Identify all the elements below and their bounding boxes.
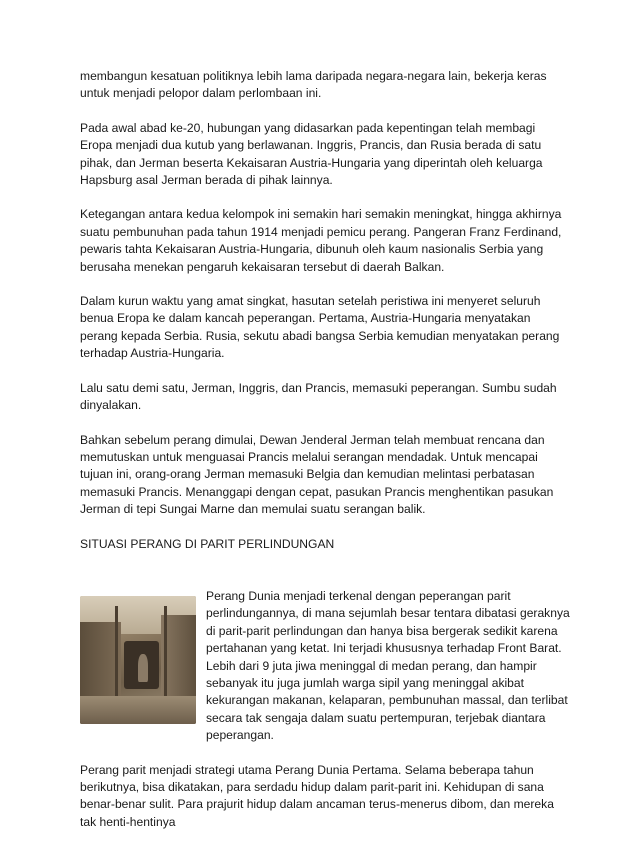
paragraph-6: Bahkan sebelum perang dimulai, Dewan Jenderal Jerman telah membuat rencana dan memutuskan untuk menguasai Prancis melalui serangan mendadak. Untuk mencapai tujuan ini, orang-orang Jerman memasuki Belgia dan kemudian melintasi perbatasan memasuki Prancis. Menanggapi dengan cepat, pasukan Prancis menghentikan pasukan Jerman di tepi Sungai Marne dan memulai suatu serangan balik. — [80, 432, 554, 517]
paragraph-3: Ketegangan antara kedua kelompok ini semakin hari semakin meningkat, hingga akhirnya suatu pembunuhan pada tahun 1914 menjadi pemicu perang. Pangeran Franz Ferdinand, pewaris tahta Kekaisaran Austria-Hungaria, dibunuh oleh kaum nasionalis Serbia yang berusaha menekan pengaruh kekaisaran tersebut di daerah Balkan. — [80, 207, 562, 274]
paragraph-5: Lalu satu demi satu, Jerman, Inggris, dan Prancis, memasuki peperangan. Sumbu sudah dinyalakan. — [80, 380, 557, 413]
figure-paragraph: Perang Dunia menjadi terkenal dengan peperangan parit perlindungannya, di mana sejumlah besar tentara dibatasi geraknya di parit-parit perlindungan dan hanya bisa bergerak sedikit karena pertahanan yang ketat. Ini terjadi khususnya terhadap Front Barat. Lebih dari 9 juta jiwa meninggal di medan perang, dan hampir sebanyak itu juga jumlah warga sipil yang meninggal akibat kekurangan makanan, kelaparan, pembunuhan massal, dan terlibat secara tak sengaja dalam suatu pertempuran, terjebak diantara peperangan. — [206, 588, 570, 743]
paragraph-1: membangun kesatuan politiknya lebih lama daripada negara-negara lain, bekerja keras untuk menjadi pelopor dalam perlombaan ini. — [80, 69, 547, 101]
final-paragraph: Perang parit menjadi strategi utama Perang Dunia Pertama. Selama beberapa tahun berikutnya, bisa dikatakan, para serdadu hidup dalam parit-parit ini. Kehidupan di sana benar-benar sulit. Para prajurit hidup dalam ancaman terus-menerus dibom, dan mereka tak henti-hentinya — [80, 762, 554, 829]
paragraph-2: Pada awal abad ke-20, hubungan yang didasarkan pada kepentingan telah membagi Eropa menjadi dua kutub yang berlawanan. Inggris, Prancis, dan Rusia berada di satu pihak, dan Jerman beserta Kekaisaran Austria-Hungaria yang diperintah oleh keluarga Hapsburg asal Jerman berada di pihak lainnya. — [80, 120, 543, 188]
figure-section — [80, 588, 570, 745]
document-page — [80, 68, 570, 848]
section-heading: SITUASI PERANG DI PARIT PERLINDUNGAN — [80, 536, 335, 551]
trench-photo — [80, 596, 196, 724]
paragraph-4: Dalam kurun waktu yang amat singkat, hasutan setelah peristiwa ini menyeret seluruh benua Eropa ke dalam kancah peperangan. Pertama, Austria-Hungaria menyatakan perang kepada Serbia. Rusia, sekutu abadi bangsa Serbia kemudian menyatakan perang terhadap Austria-Hungaria. — [80, 294, 560, 361]
